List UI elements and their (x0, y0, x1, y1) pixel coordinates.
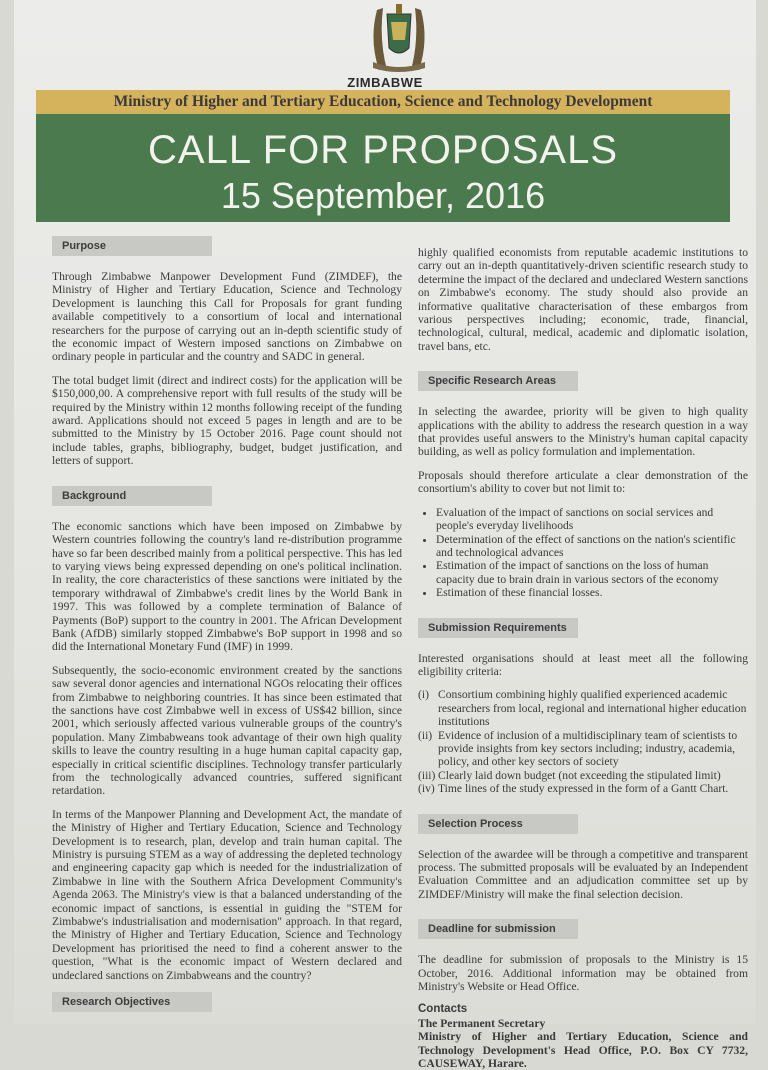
left-column (52, 236, 402, 1012)
selection-paragraph: Selection of the awardee will be through a competitive and transparent process. The submitted proposals will be evaluated by an Independent Evaluation Committee and an adjudication committee set up by ZIMDEF/Ministry will make the final selection decision. (418, 847, 748, 901)
eligibility-criteria-list (418, 688, 748, 795)
list-item-text: Clearly laid down budget (not exceeding the stipulated limit) (438, 768, 721, 782)
section-heading-specific-research-areas: Specific Research Areas (418, 371, 578, 391)
background-paragraph-3: In terms of the Manpower Planning and Development Act, the mandate of the Ministry of Higher and Tertiary Education, Science and Technology Development is to research, plan, develop and train human capital. The Ministry is pursuing STEM as a way of addressing the depleted technology and engineering capacity gap which is needed for the industrialization of Zimbabwe in line with the Southern Africa Development Community's Agenda 2063. The Ministry's view is that a balanced understanding of the economic impact of sanctions, is essential in guiding the "STEM for Zimbabwe's industrialisation and modernisation" approach. In that regard, the Ministry of Higher and Tertiary Education, Science and Technology Development has prioritised the need to find a coherent answer to the question, "What is the economic impact of Western declared and undeclared sanctions on Zimbabweans and the country? (52, 807, 402, 982)
list-item (418, 769, 748, 782)
page-title: CALL FOR PROPOSALS (148, 128, 618, 172)
list-item (418, 782, 748, 795)
list-item-number: (iv) (418, 782, 435, 796)
list-item-number: (iii) (418, 768, 436, 782)
list-item (418, 729, 748, 769)
right-column (418, 246, 748, 1070)
deadline-paragraph: The deadline for submission of proposals to the Ministry is 15 October, 2016. Additional information may be obtained from Ministry's Website or Head Office. (418, 953, 748, 994)
specific-paragraph-2: Proposals should therefore articulate a clear demonstration of the consortium's ability to cover but not limit to: (418, 468, 748, 496)
background-paragraph-1: The economic sanctions which have been imposed on Zimbabwe by Western countries following the country's land re-distribution programme have so far been described mainly from a political perspective. This has led to varying views being expressed depending on one's political inclination. In reality, the core characteristics of these sanctions were initiated by the temporary withdrawal of Zimbabwe's credit lines by the World Bank in 1997. This was followed by a complete termination of Balance of Payments (BoP) support to the country in 2001. The African Development Bank (AfDB) similarly stopped Zimbabwe's BoP support in 1998 and so did the International Monetary Fund (IMF) in 1999. (52, 519, 402, 654)
list-item (418, 688, 748, 728)
list-item: • Estimation of these financial losses. (436, 586, 748, 599)
section-heading-deadline: Deadline for submission (418, 919, 578, 939)
section-heading-submission-requirements: Submission Requirements (418, 618, 578, 638)
submission-paragraph: Interested organisations should at least meet all the following eligibility criteria: (418, 651, 748, 678)
purpose-paragraph-2: The total budget limit (direct and indirect costs) for the application will be $150,000,00. A comprehensive report with full results of the study will be required by the Ministry within 12 months following receipt of the funding award. Applications should not exceed 5 pages in length and are to be submitted to the Ministry by 15 October 2016. Page count should not include tables, graphs, bibliography, budget, budget justification, and letters of support. (52, 373, 402, 468)
research-areas-list (418, 506, 748, 600)
coat-of-arms-emblem (349, 0, 449, 72)
list-item-text: Evidence of inclusion of a multidisciplinary team of scientists to provide insights from key sectors including; industry, academia, policy, and other key sectors of society (438, 728, 738, 769)
list-item: • Determination of the effect of sanctions on the nation's scientific and technological advances (436, 533, 748, 560)
list-item-number: (i) (418, 688, 429, 702)
country-label: ZIMBABWE (347, 75, 423, 90)
list-item: • Evaluation of the impact of sanctions on social services and people's everyday livelihoods (436, 506, 748, 533)
purpose-paragraph-1: Through Zimbabwe Manpower Development Fund (ZIMDEF), the Ministry of Higher and Tertiary Education, Science and Technology Development is launching this Call for Proposals for grant funding available competitively to a consortium of local and international researchers for the purpose of carrying out an in-depth scientific study of the economic impact of Western imposed sanctions on Zimbabwe on ordinary people in particular and the country and SADC in general. (52, 270, 402, 364)
list-item-number: (ii) (418, 728, 433, 742)
list-item: • Estimation of the impact of sanctions on the loss of human capacity due to brain drain in various sectors of the economy (436, 559, 748, 586)
list-item-text: Consortium combining highly qualified experienced academic researchers from local, regional and international higher education institutions (438, 688, 747, 729)
contacts-recipient: The Permanent Secretary (418, 1016, 546, 1030)
objectives-continued-paragraph: highly qualified economists from reputable academic institutions to carry out an in-depth quantitatively-driven scientific research study to determine the impact of the declared and undeclared Western sanctions on Zimbabwe's economy. The study should also provide an informative qualitative characterisation of these embargos from various perspectives including; economic, trade, financial, technological, cultural, medical, academic and diplomatic isolation, travel bans, etc. (418, 246, 748, 353)
list-item-text: Time lines of the study expressed in the form of a Gantt Chart. (438, 782, 729, 796)
ministry-banner: Ministry of Higher and Tertiary Education, Science and Technology Development (36, 90, 730, 114)
specific-paragraph-1: In selecting the awardee, priority will be given to high quality applications with the ability to address the research question in a way that provides useful answers to the Ministry's human capital capacity building, as well as policy formulation and implementation. (418, 405, 748, 459)
background-paragraph-2: Subsequently, the socio-economic environment created by the sanctions saw several donor agencies and international NGOs relocating their offices from Zimbabwe to neighboring countries. It has since been estimated that the sanctions have cost Zimbabwe well in excess of US$42 billion, since 2001, which seriously affected various vulnerable groups of the country's population. Many Zimbabweans took advantage of their own high quality skills to leave the country resulting in a huge human capital capacity gap, especially in critical scientific disciplines. Technology transfer particularly from the technologically advanced countries, suffered significant retardation. (52, 663, 402, 798)
title-date: 15 September, 2016 (220, 175, 546, 216)
section-heading-background: Background (52, 486, 212, 506)
contacts-heading: Contacts (418, 1003, 468, 1016)
section-heading-research-objectives: Research Objectives (52, 992, 212, 1012)
section-heading-purpose: Purpose (52, 236, 212, 256)
newspaper-page (14, 0, 756, 1070)
contacts-address: Ministry of Higher and Tertiary Education, Science and Technology Development's Head Office, P.O. Box CY 7732, CAUSEWAY, Harare. (418, 1030, 748, 1070)
title-banner (36, 114, 730, 222)
section-heading-selection-process: Selection Process (418, 814, 578, 834)
